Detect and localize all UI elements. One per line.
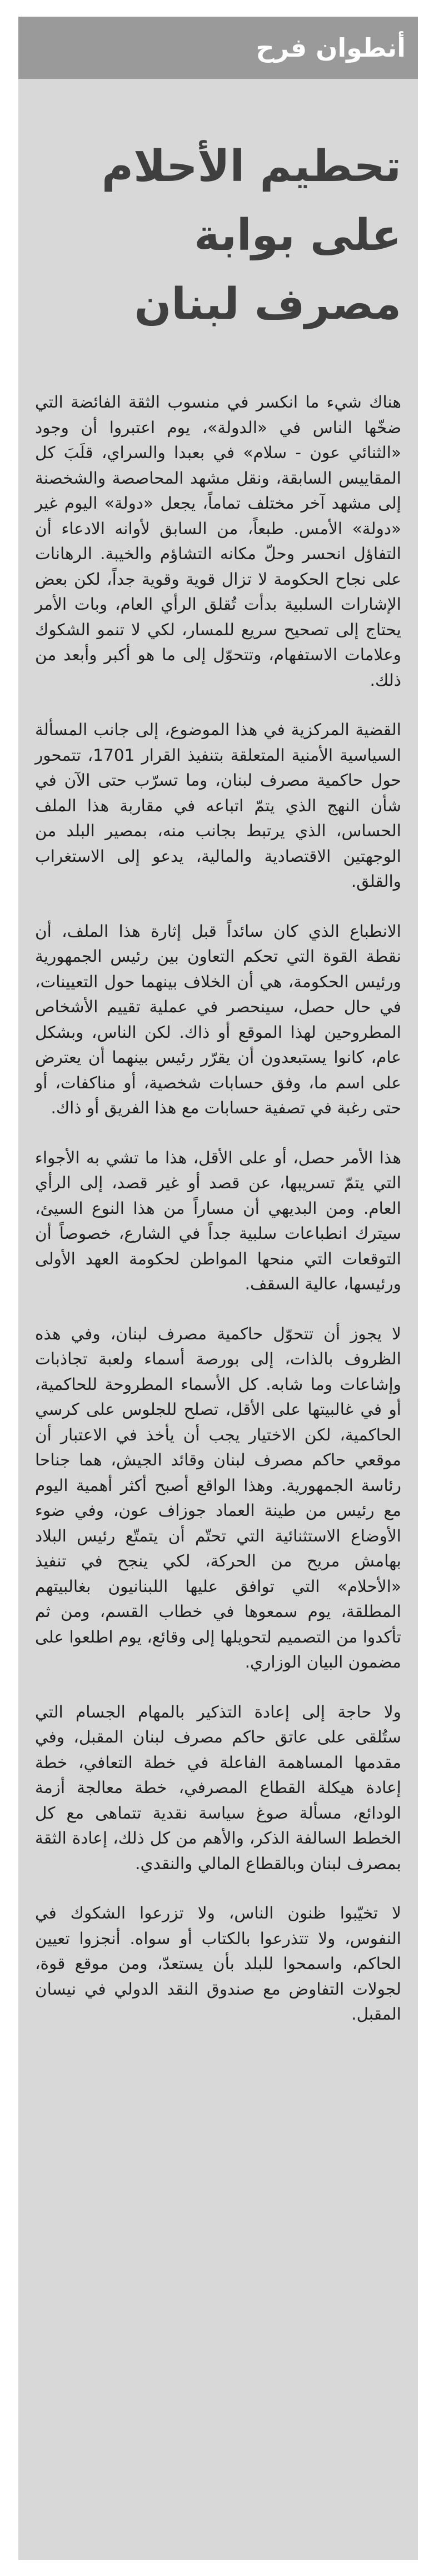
- paragraph-5: لا يجوز أن تتحوّل حاكمية مصرف لبنان، وفي هذه الظروف بالذات، إلى بورصة أسماء ولعبة تجاذبات وإشاعات وما شابه. كل الأسماء المطروحة للحاكمية، أو في غالبيتها على الأقل، تصلح للجلوس على كرسي الحاكمية، لكن الاختيار يجب أن يأخذ في الاعتبار أن موقعي حاكم مصرف لبنان وقائد الجيش، هما جناحا رئاسة الجمهورية. وهذا الواقع أصبح أكثر أهمية اليوم مع رئيس من طينة العماد جوزاف عون، وفي ضوء الأوضاع الاستثنائية التي تحتّم أن يتمتّع رئيس البلاد بهامش مريح من الحركة، لكي ينجح في تنفيذ «الأحلام» التي توافق عليها اللبنانيون بغالبيتهم المطلقة، يوم سمعوها في خطاب القسم، ومن ثم تأكدوا من التصميم لتحويلها إلى وقائع، يوم اطلعوا على مضمون البيان الوزاري.: [35, 1324, 401, 1671]
- paragraph-1: هناك شيء ما انكسر في منسوب الثقة الفائضة التي ضخّها الناس في «الدولة»، يوم اعتبروا أن وجود «الثنائي عون - سلام» في بعبدا والسراي، قلَبَ كل المقاييس السابقة، ونقل مشهد المحاصصة والشخصنة إلى مشهد آخر مختلف تماماً، يجعل «دولة» اليوم غير «دولة» الأمس. طبعاً، من السابق لأوانه الادعاء أن التفاؤل انحسر وحلّ مكانه التشاؤم والخيبة. الرهانات على نجاح الحكومة لا تزال قوية وقوية جداً، لكن بعض الإشارات السلبية بدأت تُقلق الرأي العام، وبات الأمر يحتاج إلى تصحيح سريع للمسار، لكي لا تنمو الشكوك وعلامات الاستفهام، وتتحوّل إلى ما هو أكبر وأبعد من ذلك.: [35, 393, 401, 690]
- paragraph-4: هذا الأمر حصل، أو على الأقل، هذا ما تشي به الأجواء التي يتمّ تسريبها، عن قصد أو غير قصد، إلى الرأي العام. ومن البديهي أن مساراً من هذا النوع السيئ، سيترك انطباعات سلبية جداً في الشارع، خصوصاً أن التوقعات التي منحها المواطن لحكومة العهد الأولى ورئيسها، عالية السقف.: [35, 1148, 401, 1293]
- article-body: [35, 390, 401, 2027]
- paragraph-7: لا تخيّبوا ظنون الناس، ولا تزرعوا الشكوك في النفوس، ولا تتذرعوا بالكتاب أو سواه. أنجزوا تعيين الحاكم، واسمحوا للبلد بأن يستعدّ، ومن موقع قوة، لجولات التفاوض مع صندوق النقد الدولي في نيسان المقبل.: [35, 1904, 401, 2023]
- paragraph-6: ولا حاجة إلى إعادة التذكير بالمهام الجسام التي ستُلقى على عاتق حاكم مصرف لبنان المقبل، وفي مقدمها المساهمة الفاعلة في خطة التعافي، خطة إعادة هيكلة القطاع المصرفي، خطة معالجة أزمة الودائع، مسألة صوغ سياسة نقدية تتماهى مع كل الخطط السالفة الذكر، والأهم من كل ذلك، إعادة الثقة بمصرف لبنان وبالقطاع المالي والنقدي.: [35, 1702, 401, 1873]
- article-column: [18, 17, 418, 2560]
- paragraph-3: الانطباع الذي كان سائداً قبل إثارة هذا الملف، أن نقطة القوة التي تحكم التعاون بين رئيس الجمهورية ورئيس الحكومة، هي أن الخلاف بينهما حول التعيينات، في حال حصل، سينحصر في عملية تقييم الأشخاص المطروحين لهذا الموقع أو ذاك. لكن الناس، وبشكل عام، كانوا يستبعدون أن يقرّر رئيس بينهما أن يعترض على اسم ما، وفق حسابات شخصية، أو مناكفات، أو حتى رغبة في تصفية حسابات مع هذا الفريق أو ذاك.: [35, 921, 401, 1117]
- headline: تحطيم الأحلام على بوابة مصرف لبنان: [101, 142, 401, 329]
- paragraph-2: القضية المركزية في هذا الموضوع، إلى جانب المسألة السياسية الأمنية المتعلقة بتنفيذ القرار 1701، تتمحور حول حاكمية مصرف لبنان، وما تسرّب حتى الآن في شأن النهج الذي يتمّ اتباعه في مقاربة هذا الملف الحساس، الذي يرتبط بجانب منه، بمصير البلد من الوجهتين الاقتصادية والمالية، يدعو إلى الاستغراب والقلق.: [35, 720, 402, 891]
- author-name: أنطوان فرح: [256, 33, 406, 63]
- author-bar: [18, 17, 418, 79]
